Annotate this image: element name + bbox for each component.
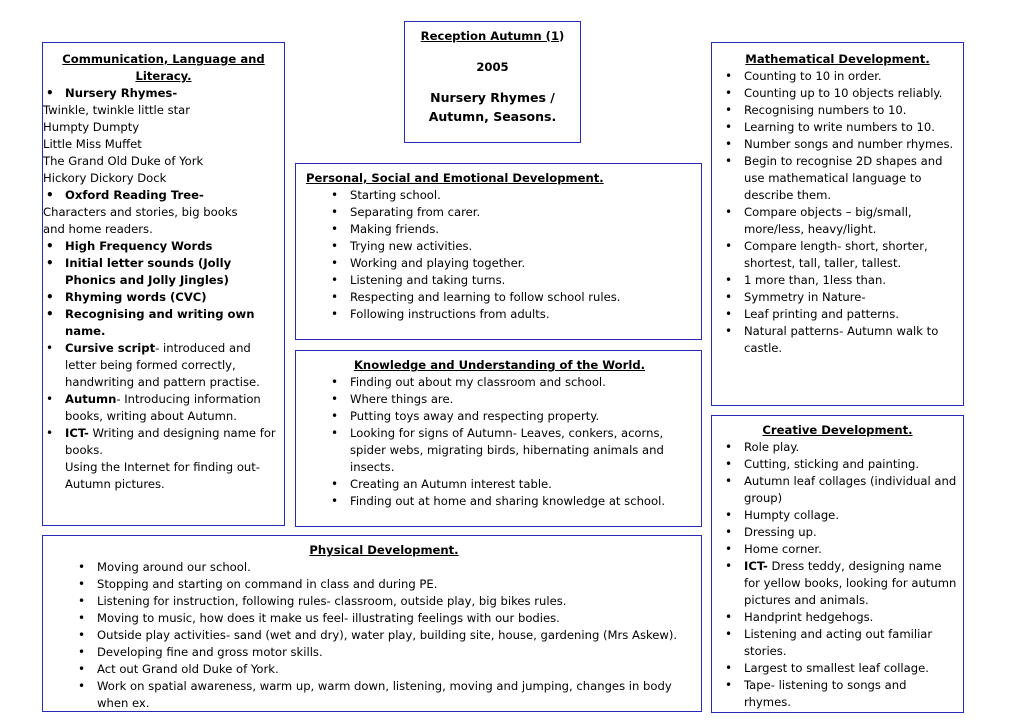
list-item: • Creating an Autumn interest table.: [328, 476, 693, 493]
personal-list: [328, 187, 693, 323]
list-item: • Natural patterns- Autumn walk to castle.: [722, 323, 957, 357]
list-item: • Handprint hedgehogs.: [722, 609, 957, 626]
list-item: • Putting toys away and respecting property.: [328, 408, 693, 425]
document-theme: Nursery Rhymes / Autumn, Seasons.: [428, 90, 557, 124]
list-item: • Trying new activities.: [328, 238, 693, 255]
list-item: • Recognising and writing own name.: [43, 306, 278, 340]
list-item: • Counting to 10 in order.: [722, 68, 957, 85]
list-item: • Begin to recognise 2D shapes and use mathematical language to describe them.: [722, 153, 957, 204]
list-item: • Separating from carer.: [328, 204, 693, 221]
physical-title: Physical Development.: [309, 543, 459, 557]
oxford-reading-heading: • Oxford Reading Tree-: [43, 187, 278, 204]
list-item: • Autumn- Introducing information books, writing about Autumn.: [43, 391, 278, 425]
maths-box: [711, 42, 964, 406]
list-item: • Respecting and learning to follow school rules.: [328, 289, 693, 306]
list-item: • Largest to smallest leaf collage.: [722, 660, 957, 677]
knowledge-list: [328, 374, 693, 510]
list-item: • Compare objects – big/small, more/less, heavy/light.: [722, 204, 957, 238]
list-item: • Learning to write numbers to 10.: [722, 119, 957, 136]
nursery-rhymes-heading: • Nursery Rhymes-: [43, 85, 278, 102]
communication-box: [42, 42, 285, 526]
list-item: • Moving around our school.: [75, 559, 693, 576]
list-item: • Where things are.: [328, 391, 693, 408]
list-item: • Leaf printing and patterns.: [722, 306, 957, 323]
list-item: • Dressing up.: [722, 524, 957, 541]
list-item: • Act out Grand old Duke of York.: [75, 661, 693, 678]
list-item: • Looking for signs of Autumn- Leaves, conkers, acorns, spider webs, migrating birds, hibernating animals and insects.: [328, 425, 693, 476]
maths-list: [722, 68, 957, 357]
list-item: • Autumn leaf collages (individual and group): [722, 473, 957, 507]
list-item: • Listening and acting out familiar stories.: [722, 626, 957, 660]
creative-list: [722, 439, 957, 711]
oxford-reading-text: Characters and stories, big books and home readers.: [43, 205, 238, 236]
list-item: • Following instructions from adults.: [328, 306, 693, 323]
maths-title: Mathematical Development.: [745, 52, 930, 66]
header-box: [404, 21, 581, 143]
list-item: • Outside play activities- sand (wet and dry), water play, building site, house, gardening (Mrs Askew).: [75, 627, 693, 644]
list-item: • Developing fine and gross motor skills.: [75, 644, 693, 661]
physical-box: [42, 535, 702, 712]
document-title: Reception Autumn (1): [420, 29, 565, 43]
communication-title: Communication, Language and Literacy.: [62, 52, 265, 83]
list-item: • Finding out about my classroom and school.: [328, 374, 693, 391]
knowledge-title: Knowledge and Understanding of the World.: [353, 358, 646, 372]
list-item: • Humpty collage.: [722, 507, 957, 524]
list-item: • Initial letter sounds (Jolly Phonics and Jolly Jingles): [43, 255, 278, 289]
list-item: • Cutting, sticking and painting.: [722, 456, 957, 473]
rhymes-list: Twinkle, twinkle little star Humpty Dumpty Little Miss Muffet The Grand Old Duke of York Hickory Dickory Dock: [43, 103, 204, 185]
list-item: • Cursive script- introduced and letter being formed correctly, handwriting and pattern practise.: [43, 340, 278, 391]
list-item: • Making friends.: [328, 221, 693, 238]
list-item: • High Frequency Words: [43, 238, 278, 255]
list-item: • Counting up to 10 objects reliably.: [722, 85, 957, 102]
list-item: • Rhyming words (CVC): [43, 289, 278, 306]
list-item: • Role play.: [722, 439, 957, 456]
list-item: • Tape- listening to songs and rhymes.: [722, 677, 957, 711]
creative-box: [711, 415, 964, 713]
list-item: • Moving to music, how does it make us feel- illustrating feelings with our bodies.: [75, 610, 693, 627]
list-item: • Listening and taking turns.: [328, 272, 693, 289]
list-item: • Home corner.: [722, 541, 957, 558]
list-item: • Listening for instruction, following rules- classroom, outside play, big bikes rules.: [75, 593, 693, 610]
list-item: • Compare length- short, shorter, shortest, tall, taller, tallest.: [722, 238, 957, 272]
list-item: • Starting school.: [328, 187, 693, 204]
list-item: • Number songs and number rhymes.: [722, 136, 957, 153]
creative-title: Creative Development.: [762, 423, 913, 437]
list-item: • Recognising numbers to 10.: [722, 102, 957, 119]
list-item: • Finding out at home and sharing knowledge at school.: [328, 493, 693, 510]
list-item: • Stopping and starting on command in class and during PE.: [75, 576, 693, 593]
personal-box: [295, 163, 702, 340]
list-item: • ICT- Writing and designing name for books. Using the Internet for finding out- Autumn pictures.: [43, 425, 278, 493]
personal-title: Personal, Social and Emotional Development.: [306, 171, 604, 185]
document-year: 2005: [476, 60, 509, 74]
list-item: • Working and playing together.: [328, 255, 693, 272]
list-item: • ICT- Dress teddy, designing name for yellow books, looking for autumn pictures and animals.: [722, 558, 957, 609]
list-item: • Symmetry in Nature-: [722, 289, 957, 306]
list-item: • 1 more than, 1less than.: [722, 272, 957, 289]
list-item: • Work on spatial awareness, warm up, warm down, listening, moving and jumping, changes in body when ex.: [75, 678, 693, 712]
physical-list: [75, 559, 693, 712]
knowledge-box: [295, 350, 702, 527]
